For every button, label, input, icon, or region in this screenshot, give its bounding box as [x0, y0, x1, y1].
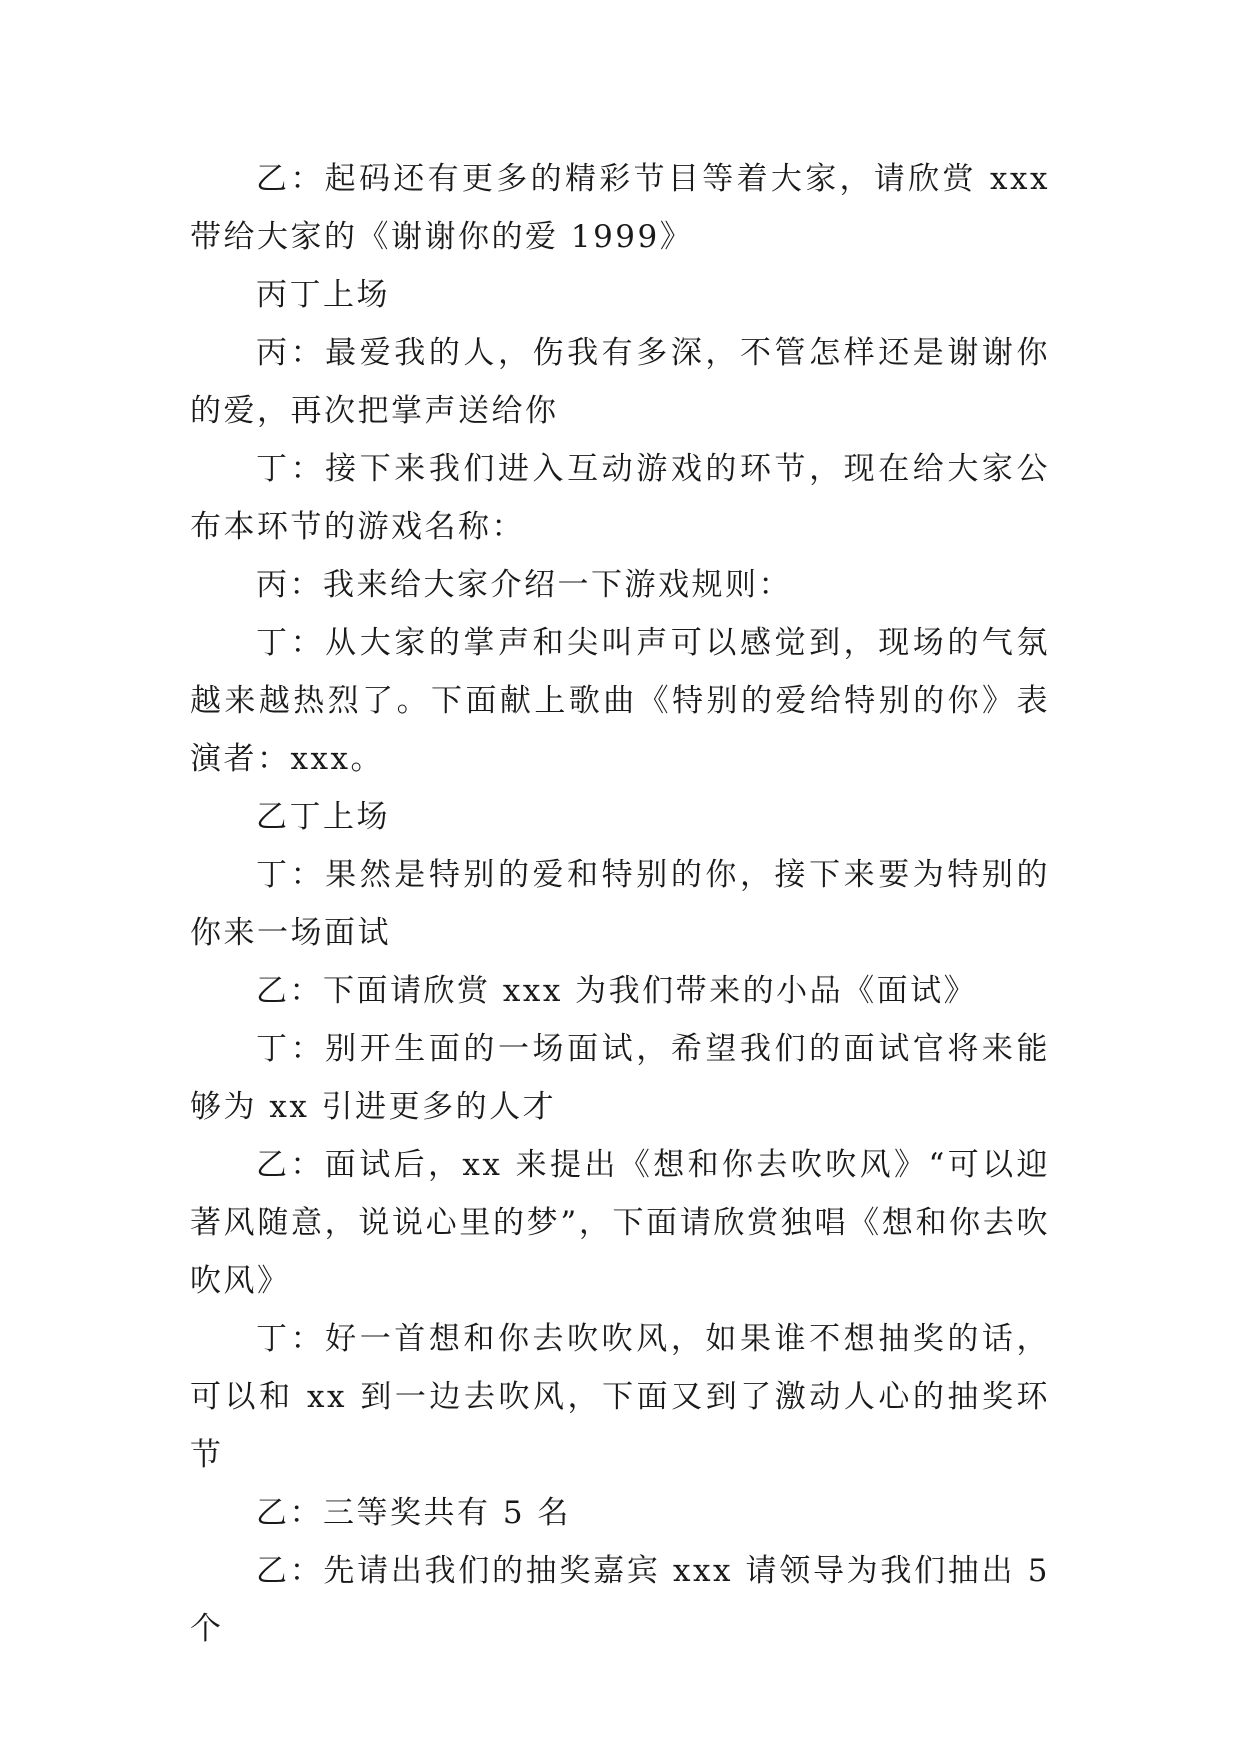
- paragraph: 乙丁上场: [256, 799, 390, 835]
- paragraph: 丁：果然是特别的爱和特别的你，接下来要为特别的你来一场面试: [190, 857, 1050, 951]
- paragraph: 丁：从大家的掌声和尖叫声可以感觉到，现场的气氛越来越热烈了。下面献上歌曲《特别的爱给特别的你》表演者：xxx。: [190, 625, 1050, 777]
- paragraph: 丙丁上场: [256, 277, 390, 313]
- paragraph: 乙：下面请欣赏 xxx 为我们带来的小品《面试》: [256, 973, 978, 1009]
- paragraph: 乙：起码还有更多的精彩节目等着大家，请欣赏 xxx 带给大家的《谢谢你的爱 1999》: [190, 161, 1050, 255]
- paragraph: 丁：接下来我们进入互动游戏的环节，现在给大家公布本环节的游戏名称：: [190, 451, 1050, 545]
- paragraph: 丁：好一首想和你去吹吹风，如果谁不想抽奖的话，可以和 xx 到一边去吹风，下面又到了激动人心的抽奖环节: [190, 1321, 1050, 1473]
- paragraph: 乙：三等奖共有 5 名: [256, 1495, 571, 1531]
- paragraph: 丁：别开生面的一场面试，希望我们的面试官将来能够为 xx 引进更多的人才: [190, 1031, 1050, 1125]
- paragraph: 乙：先请出我们的抽奖嘉宾 xxx 请领导为我们抽出 5 个: [190, 1553, 1050, 1647]
- paragraph: 丙：最爱我的人，伤我有多深，不管怎样还是谢谢你的爱，再次把掌声送给你: [190, 335, 1050, 429]
- paragraph: 丙：我来给大家介绍一下游戏规则：: [256, 567, 792, 603]
- document-body: [190, 150, 1050, 1658]
- paragraph: 乙：面试后，xx 来提出《想和你去吹吹风》“可以迎著风随意，说说心里的梦”，下面请欣赏独唱《想和你去吹吹风》: [190, 1147, 1050, 1299]
